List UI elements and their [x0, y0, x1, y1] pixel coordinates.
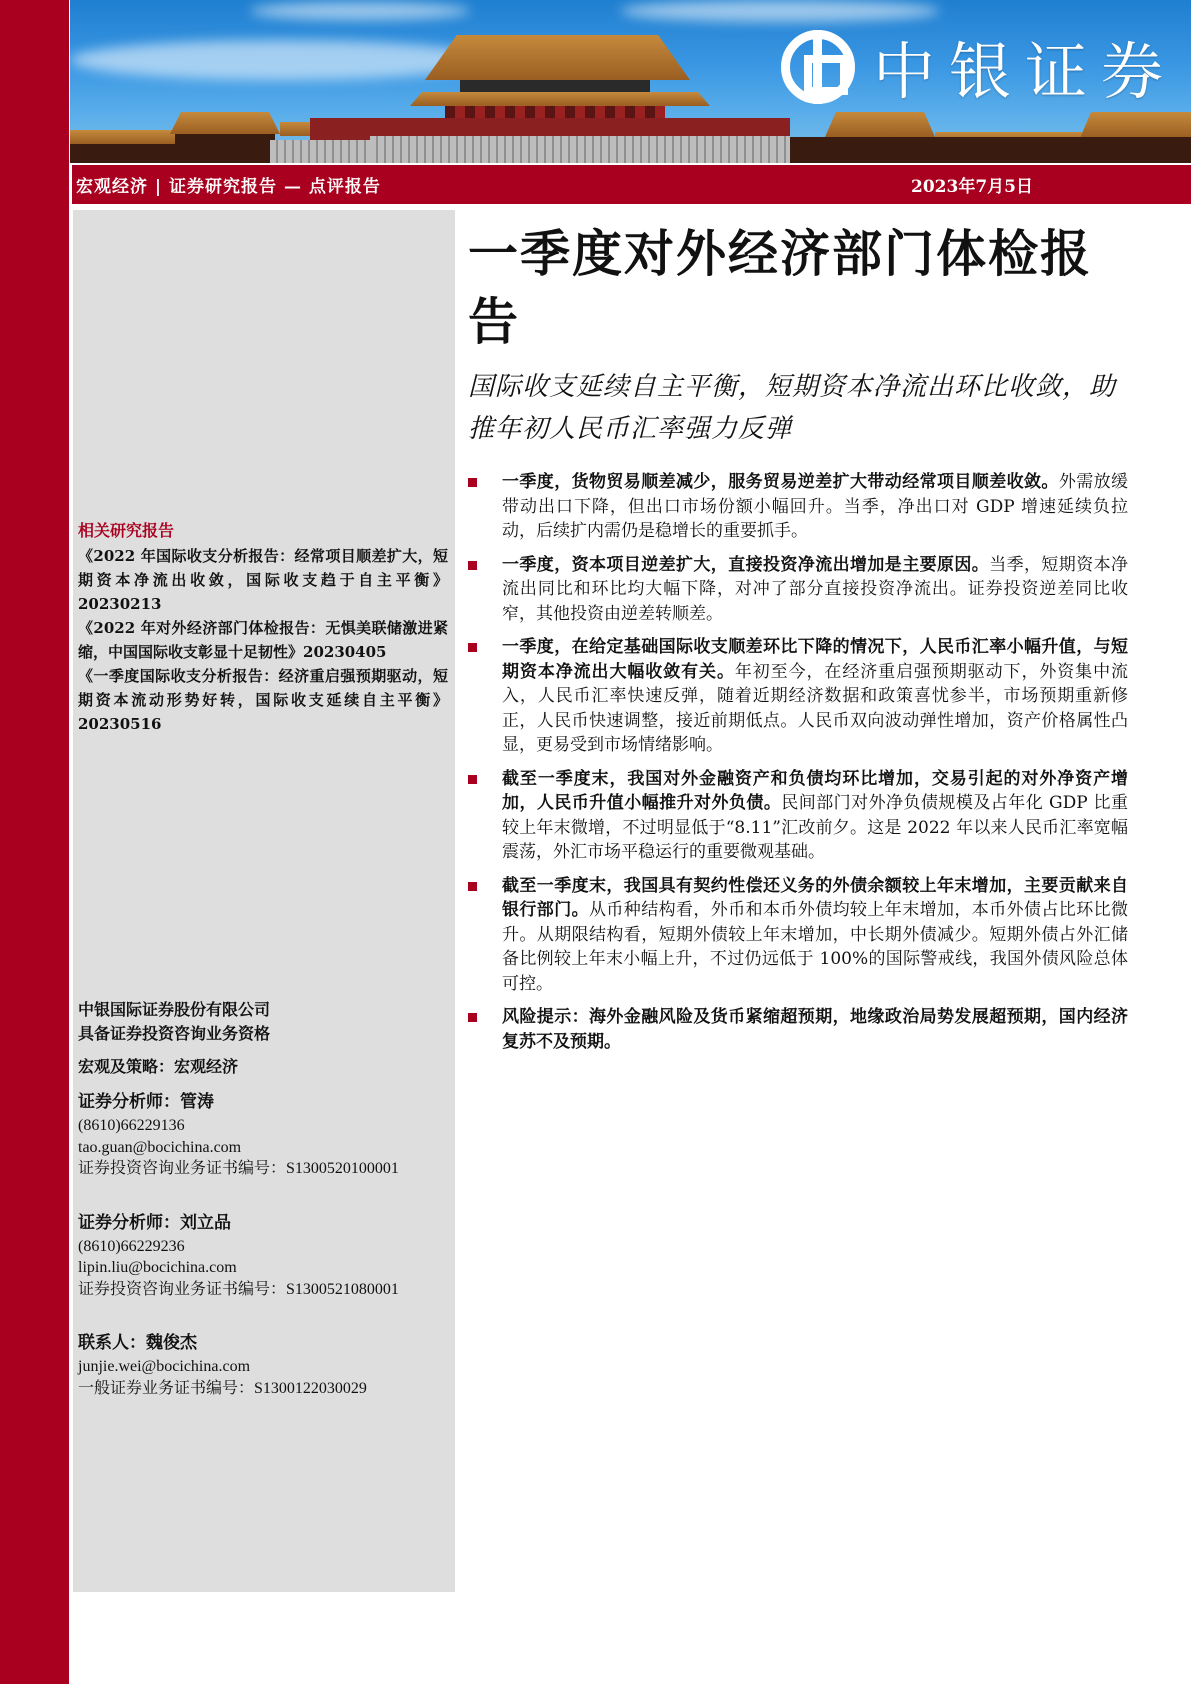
bank-of-china-logo-icon	[781, 30, 855, 104]
key-point-text: 当季，短期资本净流出同比和环比均大幅下降，对冲了部分直接投资净流出。证券投资逆差同比收窄，其他投资由逆差转顺差。	[502, 554, 1129, 624]
cloud	[620, 0, 940, 22]
key-point-heading: 截至一季度末，我国具有契约性偿还义务的外债余额较上年末增加，主要贡献来自银行部门。	[502, 875, 1128, 920]
brand-logo	[781, 22, 1177, 111]
report-date: 2023年7月5日	[911, 177, 1033, 197]
analyst-name: 证券分析师：管涛	[78, 1092, 214, 1112]
bullet-square-icon	[468, 775, 477, 784]
analyst-email[interactable]: lipin.liu@bocichina.com	[78, 1259, 237, 1276]
analyst-phone: (8610)66229236	[78, 1237, 185, 1255]
roof	[425, 35, 690, 80]
bullet-square-icon	[468, 882, 477, 891]
key-point	[468, 874, 1128, 997]
report-category: 宏观经济 | 证券研究报告 — 点评报告	[76, 177, 381, 197]
roof	[170, 112, 280, 134]
analyst-name: 证券分析师：刘立品	[78, 1212, 231, 1233]
key-point-text: 民间部门对外净负债规模及占年化 GDP 比重较上年末微增，不过明显低于“8.11”汇改前夕。这是 2022 年以来人民币汇率宽幅震荡，外汇市场平稳运行的重要微观基础。	[502, 793, 1128, 862]
roof	[70, 130, 180, 144]
bullet-square-icon	[468, 643, 477, 652]
roof	[410, 92, 710, 106]
wall	[175, 134, 275, 163]
research-team: 宏观及策略：宏观经济	[78, 1057, 239, 1076]
risk-warning	[468, 1005, 1128, 1054]
analyst-cert: 证券投资咨询业务证书编号：S1300521080001	[78, 1280, 399, 1298]
wall	[790, 137, 1191, 163]
report-subtitle: 国际收支延续自主平衡，短期资本净流出环比收敛，助推年初人民币汇率强力反弹	[468, 372, 1117, 444]
key-point-heading: 截至一季度末，我国对外金融资产和负债均环比增加，交易引起的对外净资产增加，人民币升值小幅推升对外负债。	[502, 768, 1128, 813]
related-reports-title: 相关研究报告	[78, 521, 175, 540]
section-bar	[72, 165, 1191, 204]
main-content	[468, 220, 1128, 1063]
related-report-item[interactable]: 《2022 年国际收支分析报告：经常项目顺差扩大，短期资本净流出收敛，国际收支趋于自主平衡》20230213	[78, 547, 448, 613]
contact-name: 联系人：魏俊杰	[78, 1333, 197, 1353]
key-point-heading: 一季度，在给定基础国际收支顺差环比下降的情况下，人民币汇率小幅升值，与短期资本净流出大幅收敛有关。	[502, 637, 1128, 682]
report-title: 一季度对外经济部门体检报告	[468, 224, 1092, 351]
contact-cert: 一般证券业务证书编号：S1300122030029	[78, 1379, 367, 1397]
analyst-block	[78, 1089, 448, 1180]
related-report-item[interactable]: 《2022 年对外经济部门体检报告：无惧美联储激进紧缩，中国国际收支彰显十足韧性》20230405	[78, 619, 448, 661]
key-point-heading: 一季度，资本项目逆差扩大，直接投资净流出增加是主要原因。	[502, 554, 990, 575]
sidebar	[73, 210, 455, 1592]
wall	[70, 144, 180, 163]
analyst-block	[78, 1210, 448, 1301]
key-points-list	[468, 470, 1128, 1054]
contact-block	[78, 1330, 448, 1399]
analyst-phone: (8610)66229136	[78, 1117, 185, 1134]
key-point	[468, 767, 1128, 865]
key-point	[468, 553, 1128, 627]
bullet-square-icon	[468, 561, 477, 570]
cloud	[70, 40, 490, 80]
roof	[825, 112, 935, 137]
key-point-text: 从币种结构看，外币和本币外债均较上年末增加，本币外债占比环比微升。从期限结构看，短期外债较上年末增加，中长期外债减少。短期外债占外汇储备比例较上年末小幅上升，不过仍远低于 100%的国际警戒线，我国外债风险总体可控。	[502, 900, 1128, 994]
roof	[280, 122, 310, 136]
hall-body	[460, 80, 650, 94]
contact-email[interactable]: junjie.wei@bocichina.com	[78, 1358, 251, 1375]
header-banner	[70, 0, 1191, 163]
key-point-heading: 一季度，货物贸易顺差减少，服务贸易逆差扩大带动经常项目顺差收敛。	[502, 472, 1059, 492]
bullet-square-icon	[468, 1013, 477, 1022]
risk-warning-text: 风险提示：海外金融风险及货币紧缩超预期，地缘政治局势发展超预期，国内经济复苏不及预期。	[502, 1007, 1128, 1052]
key-point	[468, 635, 1128, 758]
related-reports	[78, 518, 448, 736]
key-point-text: 外需放缓带动出口下降，但出口市场份额小幅回升。当季，净出口对 GDP 增速延续负拉动，后续扩内需仍是稳增长的重要抓手。	[502, 472, 1129, 541]
key-point-text: 年初至今，在经济重启强预期驱动下，外资集中流入，人民币汇率快速反弹，随着近期经济数据和政策喜忧参半，市场预期重新修正，人民币快速调整，接近前期低点。人民币双向波动弹性增加，资产价格属性凸显，更易受到市场情绪影响。	[502, 661, 1129, 755]
cloud	[250, 2, 470, 20]
analyst-email[interactable]: tao.guan@bocichina.com	[78, 1138, 242, 1156]
company-info	[78, 998, 448, 1399]
related-report-item[interactable]: 《一季度国际收支分析报告：经济重启强预期驱动，短期资本流动形势好转，国际收支延续自主平衡》20230516	[78, 667, 448, 733]
company-name: 中银国际证券股份有限公司	[78, 1000, 271, 1019]
left-accent-strip	[0, 0, 69, 1684]
company-qualification: 具备证券投资咨询业务资格	[78, 1024, 271, 1043]
brand-name: 中银证券	[872, 35, 1177, 108]
bullet-square-icon	[468, 478, 477, 487]
analyst-cert: 证券投资咨询业务证书编号：S1300520100001	[78, 1160, 399, 1177]
roof	[1080, 112, 1191, 138]
wall	[370, 118, 790, 138]
key-point	[468, 470, 1128, 544]
terrace	[370, 136, 790, 163]
